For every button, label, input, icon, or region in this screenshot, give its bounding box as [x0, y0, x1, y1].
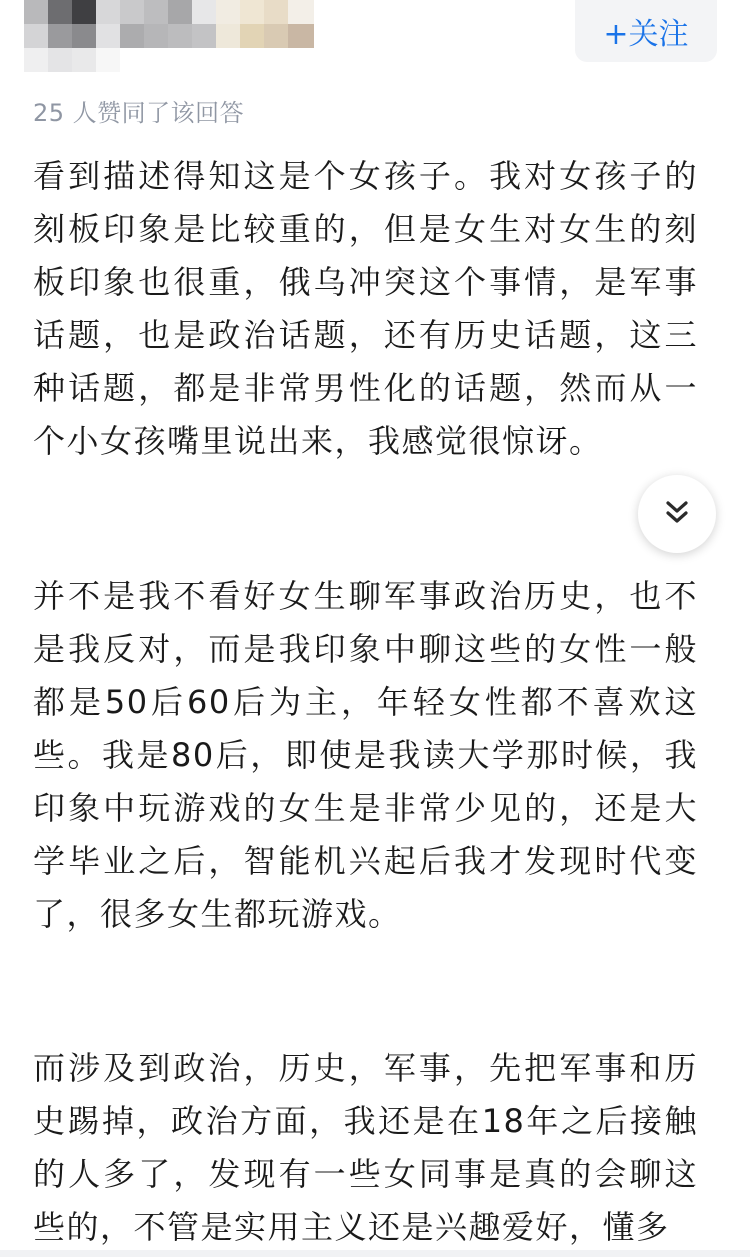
follow-button[interactable] [575, 0, 717, 62]
collapse-answer-button[interactable] [638, 475, 716, 553]
double-chevron-down-icon [664, 499, 690, 529]
answer-paragraph-3: 而涉及到政治，历史，军事，先把军事和历史踢掉，政治方面，我还是在18年之后接触的人多了，发现有一些女同事是真的会聊这些的，不管是实用主义还是兴趣爱好，懂多 [33, 1049, 698, 1246]
author-bar [0, 0, 750, 127]
answer-paragraph-2: 并不是我不看好女生聊军事政治历史，也不是我反对，而是我印象中聊这些的女性一般都是50后60后为主，年轻女性都不喜欢这些。我是80后，即使是我读大学那时候，我印象中玩游戏的女生是非常少见的，还是大学毕业之后，智能机兴起后我才发现时代变了，很多女生都玩游戏。 [33, 577, 698, 933]
follow-button-label: +关注 [603, 17, 689, 52]
answer-paragraph-1: 看到描述得知这是个女孩子。我对女孩子的刻板印象是比较重的，但是女生对女生的刻板印象也很重，俄乌冲突这个事情，是军事话题，也是政治话题，还有历史话题，这三种话题，都是非常男性化的话题，然而从一个小女孩嘴里说出来，我感觉很惊讶。 [33, 157, 698, 460]
author-info-mosaic[interactable] [24, 0, 314, 72]
bottom-divider [0, 1250, 750, 1257]
vote-summary: 25 人赞同了该回答 [33, 99, 245, 127]
